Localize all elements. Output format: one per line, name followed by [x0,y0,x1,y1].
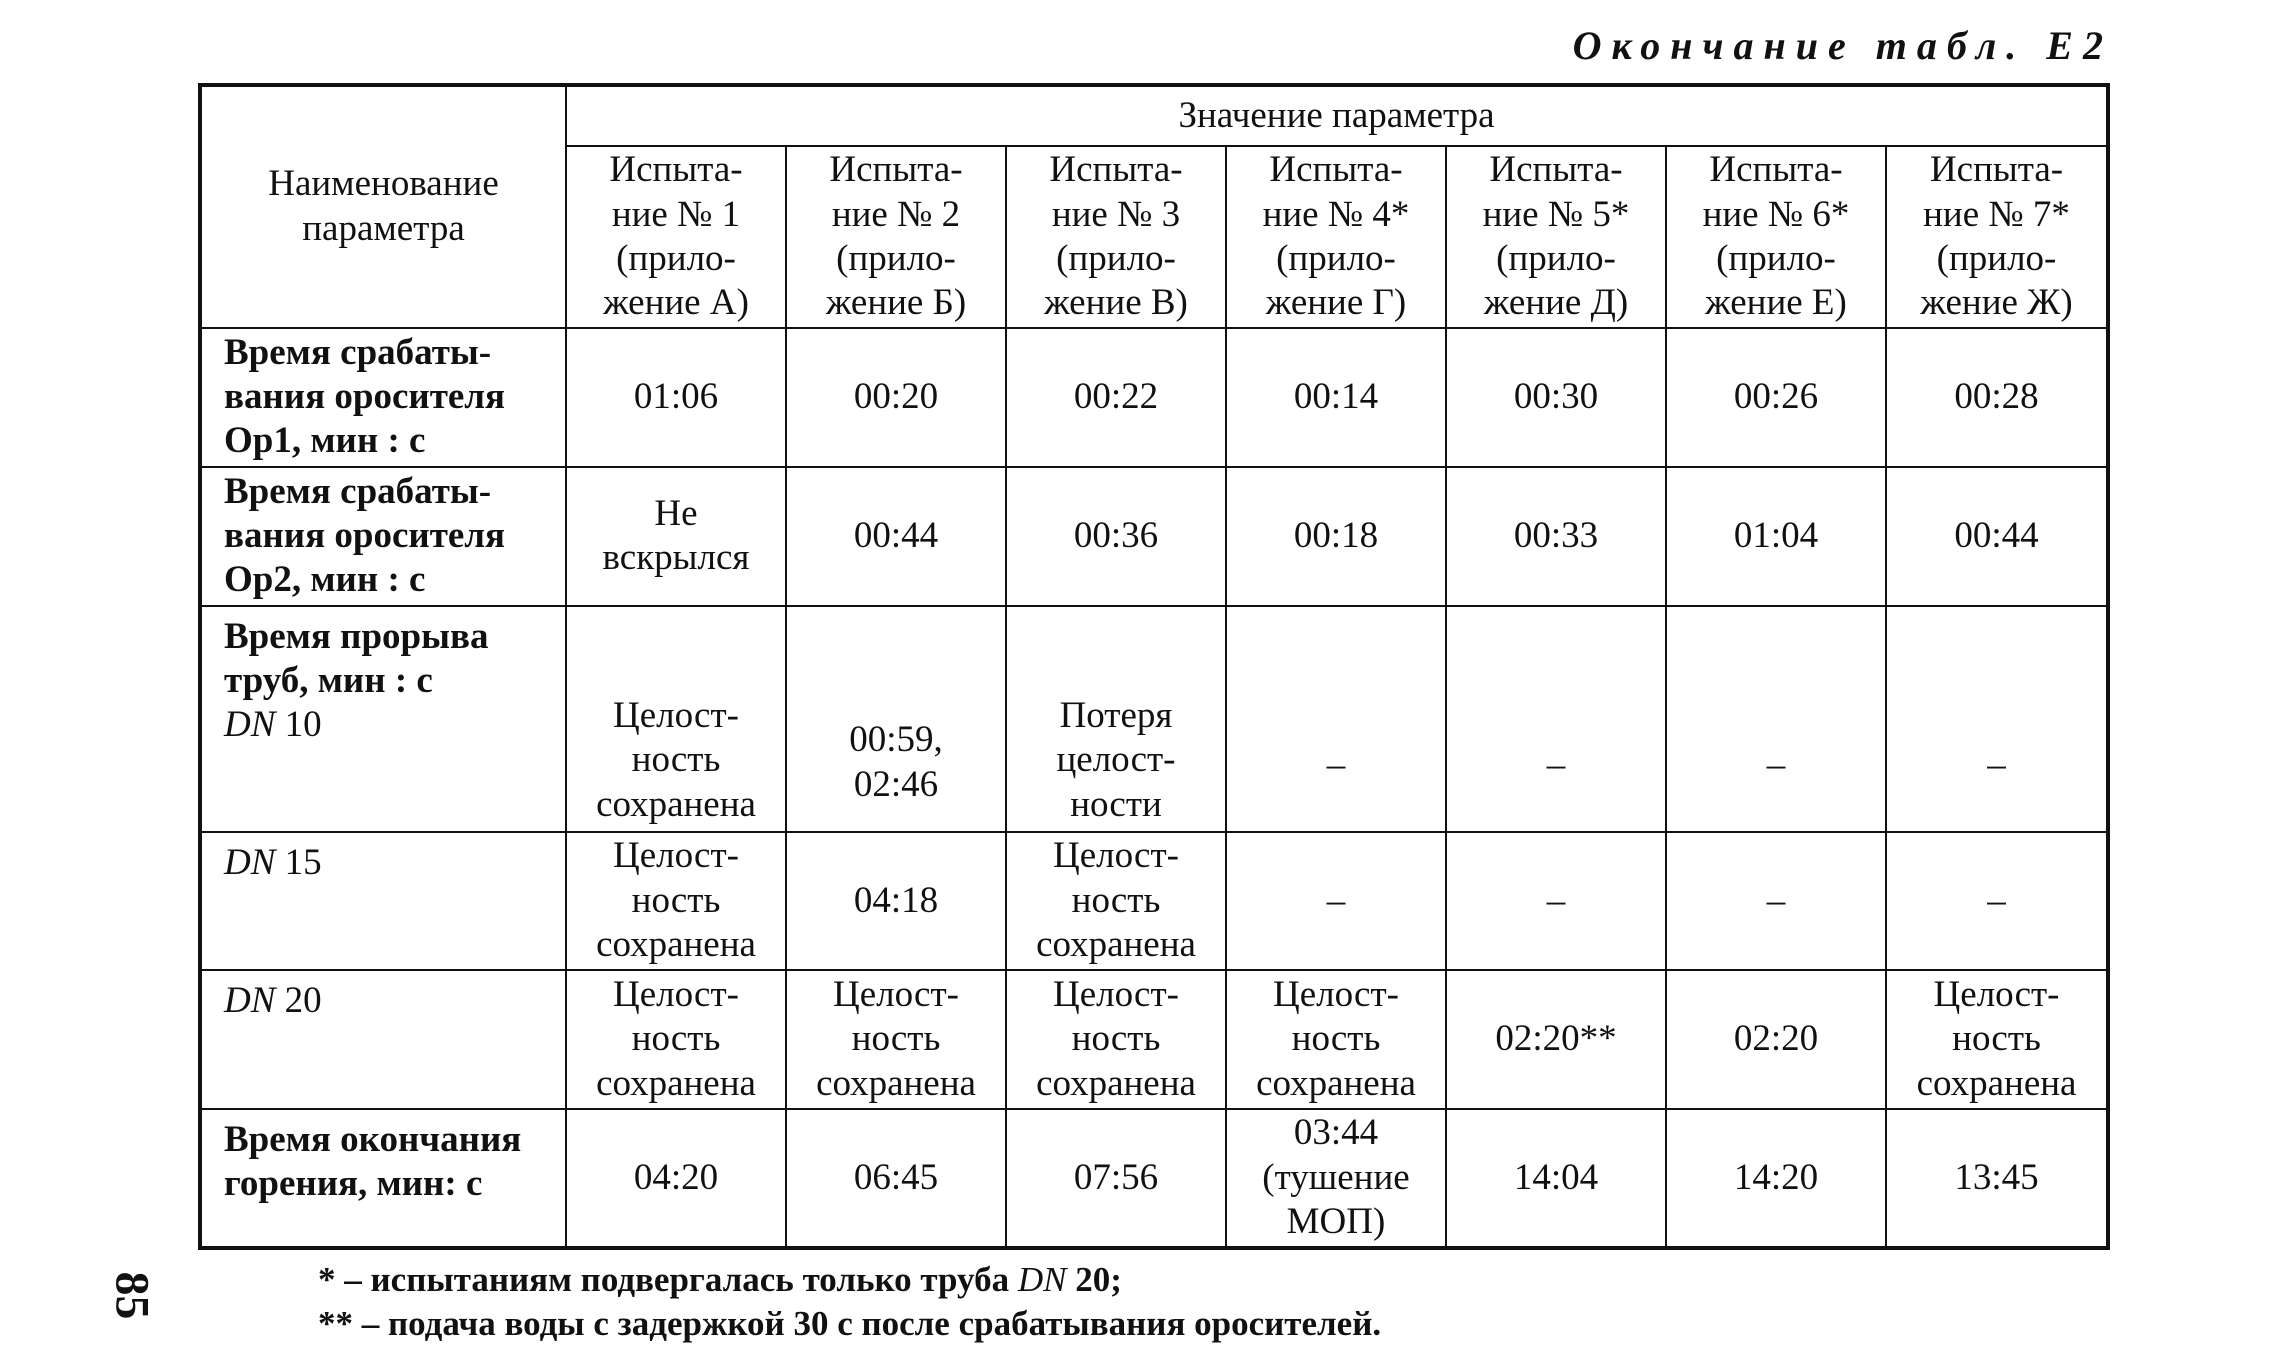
cell-op2-test1: Не вскрылся [566,467,786,606]
cell-burn-test2: 06:45 [786,1109,1006,1248]
test-header-7: Испыта- ние № 7* (прило- жение Ж) [1886,146,2108,327]
cell-op2-test6: 01:04 [1666,467,1886,606]
cell-dn20-test7: Целост- ность сохранена [1886,970,2108,1109]
row-label-dn10: Время прорыва труб, мин : с DN 10 [200,606,566,833]
dn-label: DN [224,704,276,746]
cell-dn20-test2: Целост- ность сохранена [786,970,1006,1109]
cell-burn-test7: 13:45 [1886,1109,2108,1248]
cell-burn-test1: 04:20 [566,1109,786,1248]
cell-dn20-test4: Целост- ность сохранена [1226,970,1446,1109]
test-header-2: Испыта- ние № 2 (прило- жение Б) [786,146,1006,327]
row-label-burn-end: Время окончания горения, мин: с [200,1109,566,1248]
test-header-4: Испыта- ние № 4* (прило- жение Г) [1226,146,1446,327]
cell-dn15-test2: 04:18 [786,832,1006,970]
table-caption: Окончание табл. Е2 [1572,23,2113,68]
row-label-op2: Время срабаты- вания оросителя Ор2, мин : с [200,467,566,606]
test-header-5: Испыта- ние № 5* (прило- жение Д) [1446,146,1666,327]
cell-dn20-test5: 02:20** [1446,970,1666,1109]
cell-dn10-test1: Целост- ность сохранена [566,606,786,833]
footnotes [318,1258,1381,1346]
cell-op2-test5: 00:33 [1446,467,1666,606]
cell-op1-test2: 00:20 [786,328,1006,467]
cell-op1-test1: 01:06 [566,328,786,467]
cell-op1-test6: 00:26 [1666,328,1886,467]
table-row-op1 [200,328,2108,467]
row-label-dn20: DN 20 [200,970,566,1109]
cell-dn10-test2: 00:59, 02:46 [786,606,1006,833]
cell-dn10-test5: – [1446,606,1666,833]
cell-burn-test3: 07:56 [1006,1109,1226,1248]
footnote-1: * – испытаниям подвергалась только труба DN 20; [318,1260,1122,1299]
param-value-header: Значение параметра [566,85,2108,146]
results-table [198,83,2110,1250]
cell-dn10-test7: – [1886,606,2108,833]
cell-dn15-test5: – [1446,832,1666,970]
cell-op1-test4: 00:14 [1226,328,1446,467]
param-name-header: Наименование параметра [200,85,566,328]
cell-op2-test3: 00:36 [1006,467,1226,606]
cell-dn20-test1: Целост- ность сохранена [566,970,786,1109]
test-header-1: Испыта- ние № 1 (прило- жение А) [566,146,786,327]
cell-dn20-test3: Целост- ность сохранена [1006,970,1226,1109]
table-row-dn10 [200,606,2108,833]
page-number: 85 [105,1271,159,1320]
table-row-dn15 [200,832,2108,970]
footnote-2: ** – подача воды с задержкой 30 с после срабатывания оросителей. [318,1304,1382,1343]
cell-op1-test5: 00:30 [1446,328,1666,467]
cell-dn10-test3: Потеря целост- ности [1006,606,1226,833]
table-row-burn-end [200,1109,2108,1248]
row-label-op1: Время срабаты- вания оросителя Ор1, мин : с [200,328,566,467]
cell-burn-test6: 14:20 [1666,1109,1886,1248]
cell-op1-test7: 00:28 [1886,328,2108,467]
cell-dn15-test4: – [1226,832,1446,970]
cell-dn15-test3: Целост- ность сохранена [1006,832,1226,970]
cell-dn10-test6: – [1666,606,1886,833]
dn-label: DN [224,842,276,884]
cell-burn-test5: 14:04 [1446,1109,1666,1248]
cell-op2-test7: 00:44 [1886,467,2108,606]
cell-dn15-test1: Целост- ность сохранена [566,832,786,970]
cell-burn-test4: 03:44 (тушение МОП) [1226,1109,1446,1248]
cell-op2-test2: 00:44 [786,467,1006,606]
dn-label: DN [224,980,276,1022]
cell-op2-test4: 00:18 [1226,467,1446,606]
row-label-dn15: DN 15 [200,832,566,970]
table-row-dn20 [200,970,2108,1109]
cell-dn10-test4: – [1226,606,1446,833]
test-header-6: Испыта- ние № 6* (прило- жение Е) [1666,146,1886,327]
cell-op1-test3: 00:22 [1006,328,1226,467]
cell-dn20-test6: 02:20 [1666,970,1886,1109]
table-row-op2 [200,467,2108,606]
test-header-3: Испыта- ние № 3 (прило- жение В) [1006,146,1226,327]
cell-dn15-test6: – [1666,832,1886,970]
cell-dn15-test7: – [1886,832,2108,970]
